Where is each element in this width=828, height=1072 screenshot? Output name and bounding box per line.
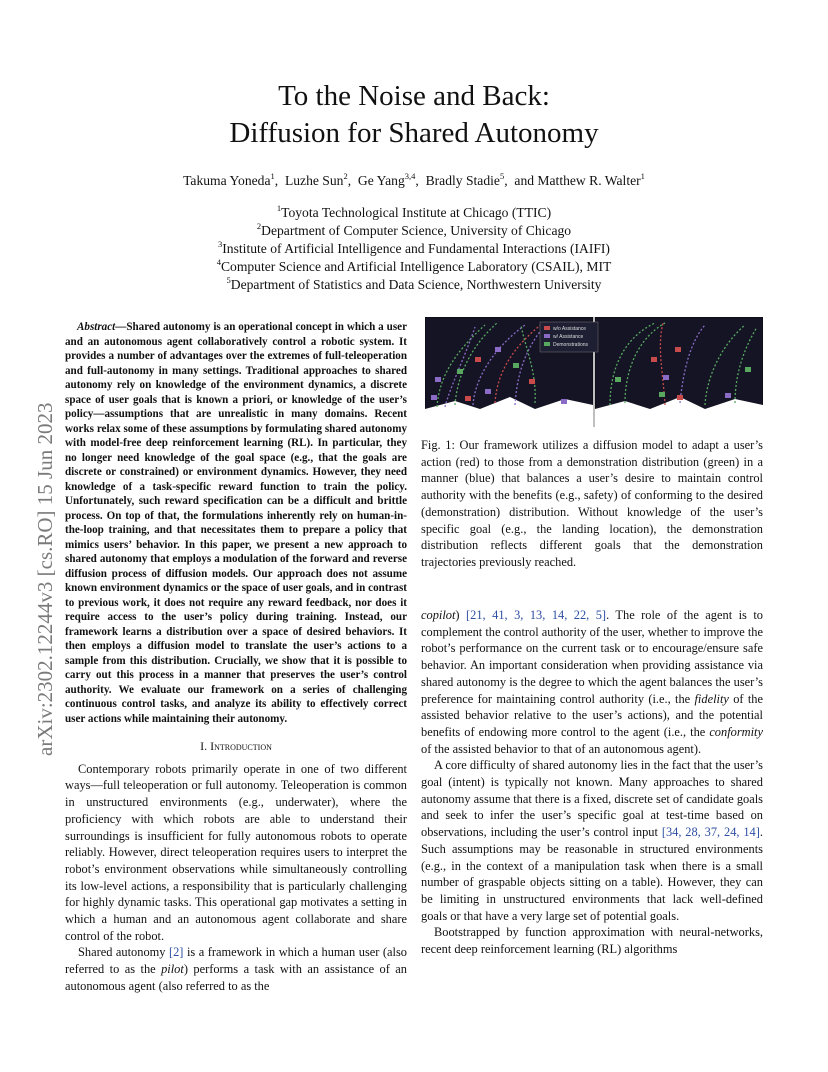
- title-line-2: Diffusion for Shared Autonomy: [229, 117, 599, 149]
- author: Bradly Stadie$^5$: [425, 171, 505, 188]
- right-paragraph-1: copilot) [21, 41, 3, 13, 14, 22, 5]. The role of the agent is to complement the control authority of the user, whether to improve the robot’s performance on the current task or to encourage/ensure safe behavior. An important consideration when providing assistance via shared autonomy is the degree to which the agent balances the user’s preference for maintaining control authority (i.e., the fidelity of the assisted behavior relative to the user’s actions), and the potential benefits of endowing more control to the agent (i.e., the conformity of the assisted behavior to that of an autonomous agent).: [421, 608, 764, 756]
- legend-entry: w/ Assistance: [553, 334, 584, 340]
- figure-1-legend: [540, 322, 598, 352]
- abstract-label: Abstract: [77, 321, 116, 333]
- abstract: [65, 320, 407, 726]
- affiliation: $^2$Department of Computer Science, University of Chicago: [256, 221, 572, 238]
- author: Luzhe Sun$^2$: [284, 171, 348, 188]
- legend-entry: w/o Assistance: [553, 326, 587, 332]
- intro-paragraph-2: Shared autonomy [2] is a framework in which a human user (also referred to as the pilot) performs a task with an assistance of an autonomous agent (also referred to as the: [65, 945, 407, 993]
- affiliation: $^5$Department of Statistics and Data Science, Northwestern University: [226, 275, 602, 292]
- figure-1: [425, 317, 763, 427]
- affiliation: $^4$Computer Science and Artificial Intelligence Laboratory (CSAIL), MIT: [216, 257, 612, 274]
- right-column: [421, 607, 763, 958]
- section-heading-introduction: I. Introduction: [200, 739, 272, 753]
- citation-link[interactable]: [34, 28, 37, 24, 14]: [661, 825, 760, 840]
- intro-paragraph-1: Contemporary robots primarily operate in one of two different ways—full teleoperation or full autonomy. Teleoperation is common in unstructured environments (e.g., underwater), where the proficiency with which robots are able to understand their surroundings is insufficient for fully autonomous robots to operate reliably. However, direct teleoperation requires users to interpret the robot’s environment observations while simultaneously controlling its low-level actions, a responsibility that is particularly challenging for highly dynamic tasks. This operational gap motivates a setting in which a human and an autonomous agent collaborate and share control of the robot.: [65, 761, 407, 943]
- citation-link[interactable]: [2]: [168, 945, 184, 960]
- right-paragraph-3: Bootstrapped by function approximation with neural-networks, recent deep reinforcement learning (RL) algorithms: [421, 925, 763, 957]
- title-line-1: To the Noise and Back:: [278, 80, 550, 112]
- affiliation: $^1$Toyota Technological Institute at Chicago (TTIC): [276, 203, 552, 220]
- paper-title: [0, 78, 828, 152]
- citation-link[interactable]: [21, 41, 3, 13, 14, 22, 5]: [466, 608, 607, 622]
- arxiv-stamp: [22, 290, 62, 760]
- legend-entry: Demonstrations: [553, 342, 589, 348]
- arxiv-id: arXiv:2302.12244v3 [cs.RO] 15 Jun 2023: [33, 402, 57, 756]
- author: Takuma Yoneda$^1$: [183, 171, 275, 188]
- author: and Matthew R. Walter$^1$: [514, 171, 645, 188]
- figure-1-caption: Fig. 1: Our framework utilizes a diffusion model to adapt a user’s action (red) to those from a demonstration distribution (green) in a manner (blue) that balances a user’s desire to maintain control authority with the benefits (e.g., safety) of conforming to the desired (demonstration) distribution. Without knowledge of the user’s specific goal (e.g., the landing location), the demonstration distribution reflects different goals that the demonstration trajectories previously reached.: [421, 438, 763, 569]
- right-paragraph-2: A core difficulty of shared autonomy lies in the fact that the user’s goal (intent) is typically not known. Many approaches to shared autonomy assume that there is a fixed, discrete set of candidate goals and seek to infer the user’s specific goal at test-time based on observations, including the user’s control input [34, 28, 37, 24, 14]. Such assumptions may be reasonable in structured environments (e.g., in the context of a manipulation task when there is a small number of graspable objects sitting on a table). However, they can be limiting in unstructured environments that lack well-defined goals or that have a very large set of potential goals.: [421, 758, 764, 923]
- author-list: Takuma Yoneda$^1$, Luzhe Sun$^2$, Ge Yang$^{3,4}$, Bradly Stadie$^5$, and Matthew R. Walter$^1$: [183, 171, 645, 188]
- author: Ge Yang$^{3,4}$: [357, 171, 416, 188]
- abstract-text: —Shared autonomy is an operational concept in which a user and an autonomous agent collaboratively control a robotic system. It provides a number of advantages over the extremes of full-teleoperation and full-autonomy in many settings. Traditional approaches to shared autonomy rely on knowledge of the environment dynamics, a discrete space of user goals that is known a priori, or knowledge of the user’s policy—assumptions that are unrealistic in many domains. Recent works relax some of these assumptions by formulating shared autonomy with model-free deep reinforcement learning (RL). In particular, they no longer need knowledge of the goal space (e.g., that the goals are discrete or constrained) or environment dynamics. However, they need knowledge of a task-specific reward function to train the policy. Unfortunately, such reward specification can be a difficult and brittle process. On top of that, the formulations inherently rely on human-in-the-loop training, and that necessitates them to prepare a policy that mimics users’ behavior. In this paper, we present a new approach to shared autonomy that employs a modulation of the forward and reverse diffusion process of diffusion models. Our approach does not assume known environment dynamics or the space of user goals, and in contrast to previous work, it does not require any reward feedback, nor does it require access to the user’s policy during training. Instead, our framework learns a distribution over a space of desired behaviors. It then employs a diffusion model to translate the user’s actions to a sample from this distribution. Crucially, we show that it is possible to carry out this process in a manner that preserves the user’s control authority. We evaluate our framework on a series of challenging continuous control tasks, and analyze its ability to effectively correct user actions while maintaining their autonomy.: [65, 321, 407, 725]
- left-column: [65, 320, 407, 995]
- affiliation-list: [0, 204, 828, 294]
- affiliation: $^3$Institute of Artificial Intelligence and Fundamental Interactions (IAIFI): [218, 239, 610, 256]
